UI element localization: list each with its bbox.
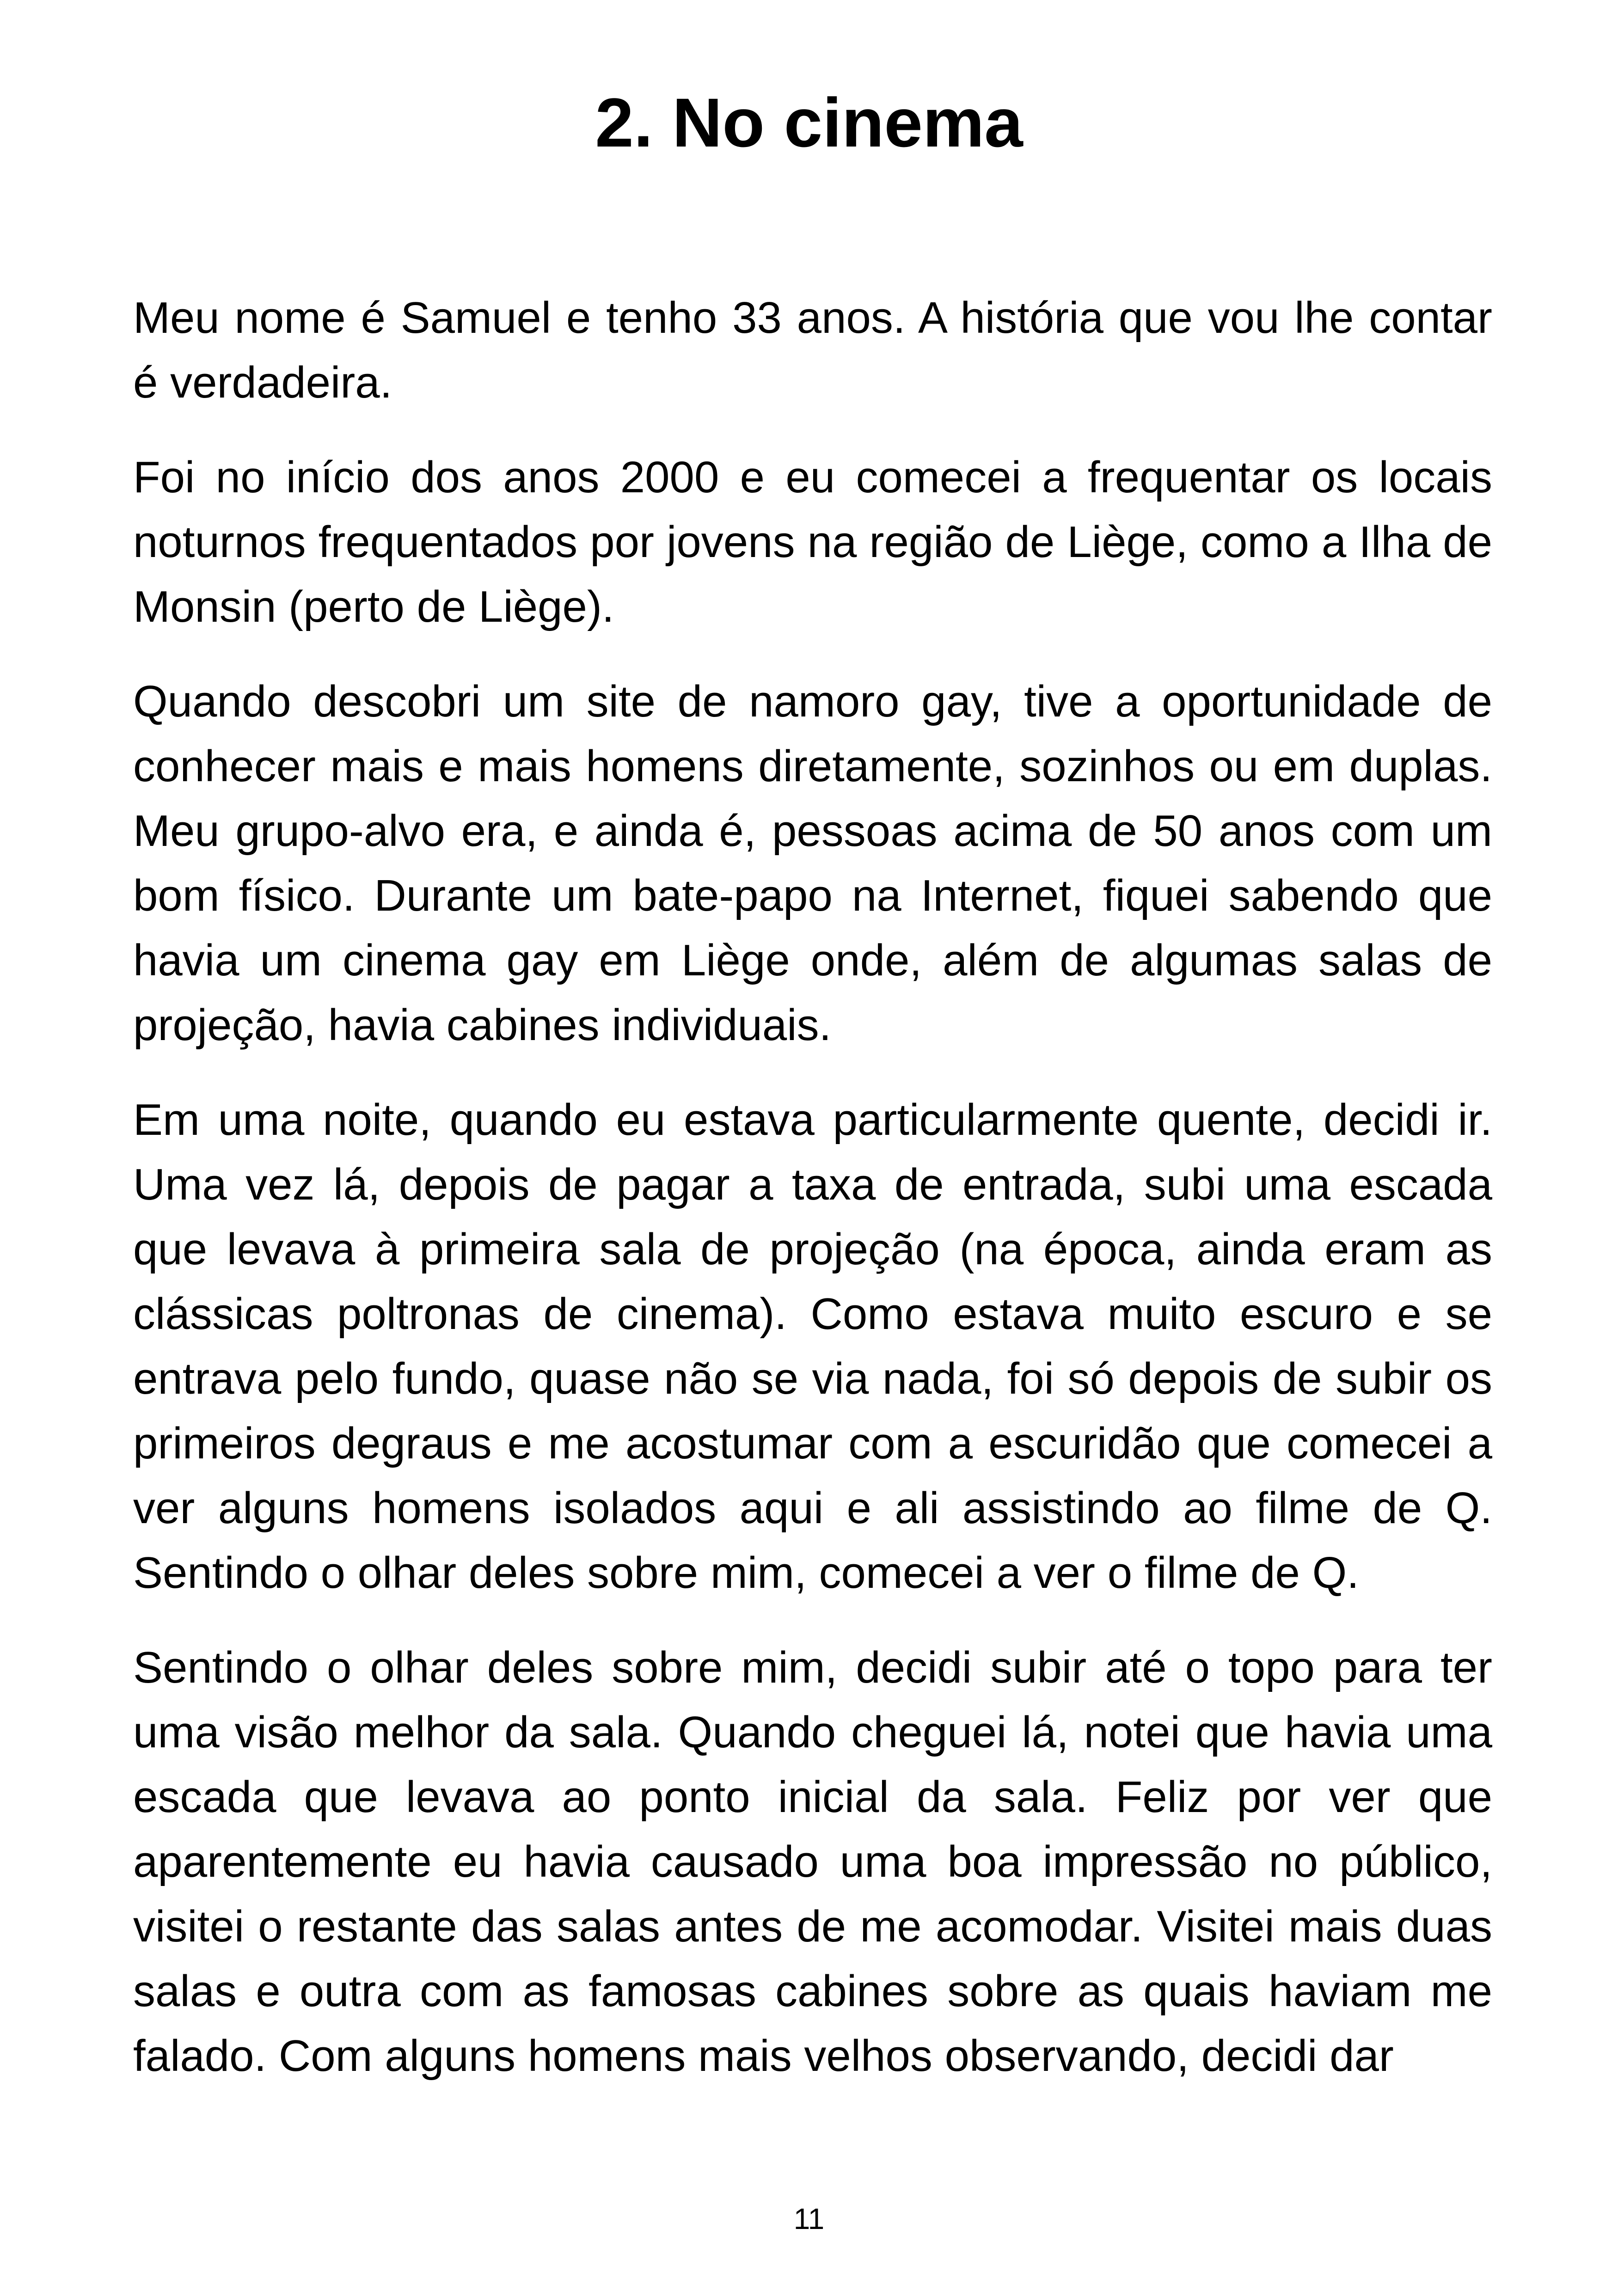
chapter-title: 2. No cinema: [595, 84, 1023, 161]
page-number: 11: [793, 2202, 825, 2235]
chapter-body: [133, 286, 1492, 2118]
paragraph: Foi no início dos anos 2000 e eu comecei a frequentar os locais noturnos frequentados por jovens na região de Liège, como a Ilha de Monsin (perto de Liège).: [133, 453, 1492, 631]
paragraph: Quando descobri um site de namoro gay, tive a oportunidade de conhecer mais e mais homens diretamente, sozinhos ou em duplas. Meu grupo-alvo era, e ainda é, pessoas acima de 50 anos com um bom físico. Durante um bate-papo na Internet, fiquei sabendo que havia um cinema gay em Liège onde, além de algumas salas de projeção, havia cabines individuais.: [133, 677, 1492, 1050]
paragraph: Sentindo o olhar deles sobre mim, decidi subir até o topo para ter uma visão melhor da sala. Quando cheguei lá, notei que havia uma escada que levava ao ponto inicial da sala. Feliz por ver que aparentemente eu havia causado uma boa impressão no público, visitei o restante das salas antes de me acomodar. Visitei mais duas salas e outra com as famosas cabines sobre as quais haviam me falado. Com alguns homens mais velhos observando, decidi dar: [133, 1643, 1492, 2081]
paragraph: Em uma noite, quando eu estava particularmente quente, decidi ir. Uma vez lá, depois de pagar a taxa de entrada, subi uma escada que levava à primeira sala de projeção (na época, ainda eram as clássicas poltronas de cinema). Como estava muito escuro e se entrava pelo fundo, quase não se via nada, foi só depois de subir os primeiros degraus e me acostumar com a escuridão que comecei a ver alguns homens isolados aqui e ali assistindo ao filme de Q. Sentindo o olhar deles sobre mim, comecei a ver o filme de Q.: [133, 1095, 1492, 1598]
paragraph: Meu nome é Samuel e tenho 33 anos. A história que vou lhe contar é verdadeira.: [133, 293, 1492, 407]
